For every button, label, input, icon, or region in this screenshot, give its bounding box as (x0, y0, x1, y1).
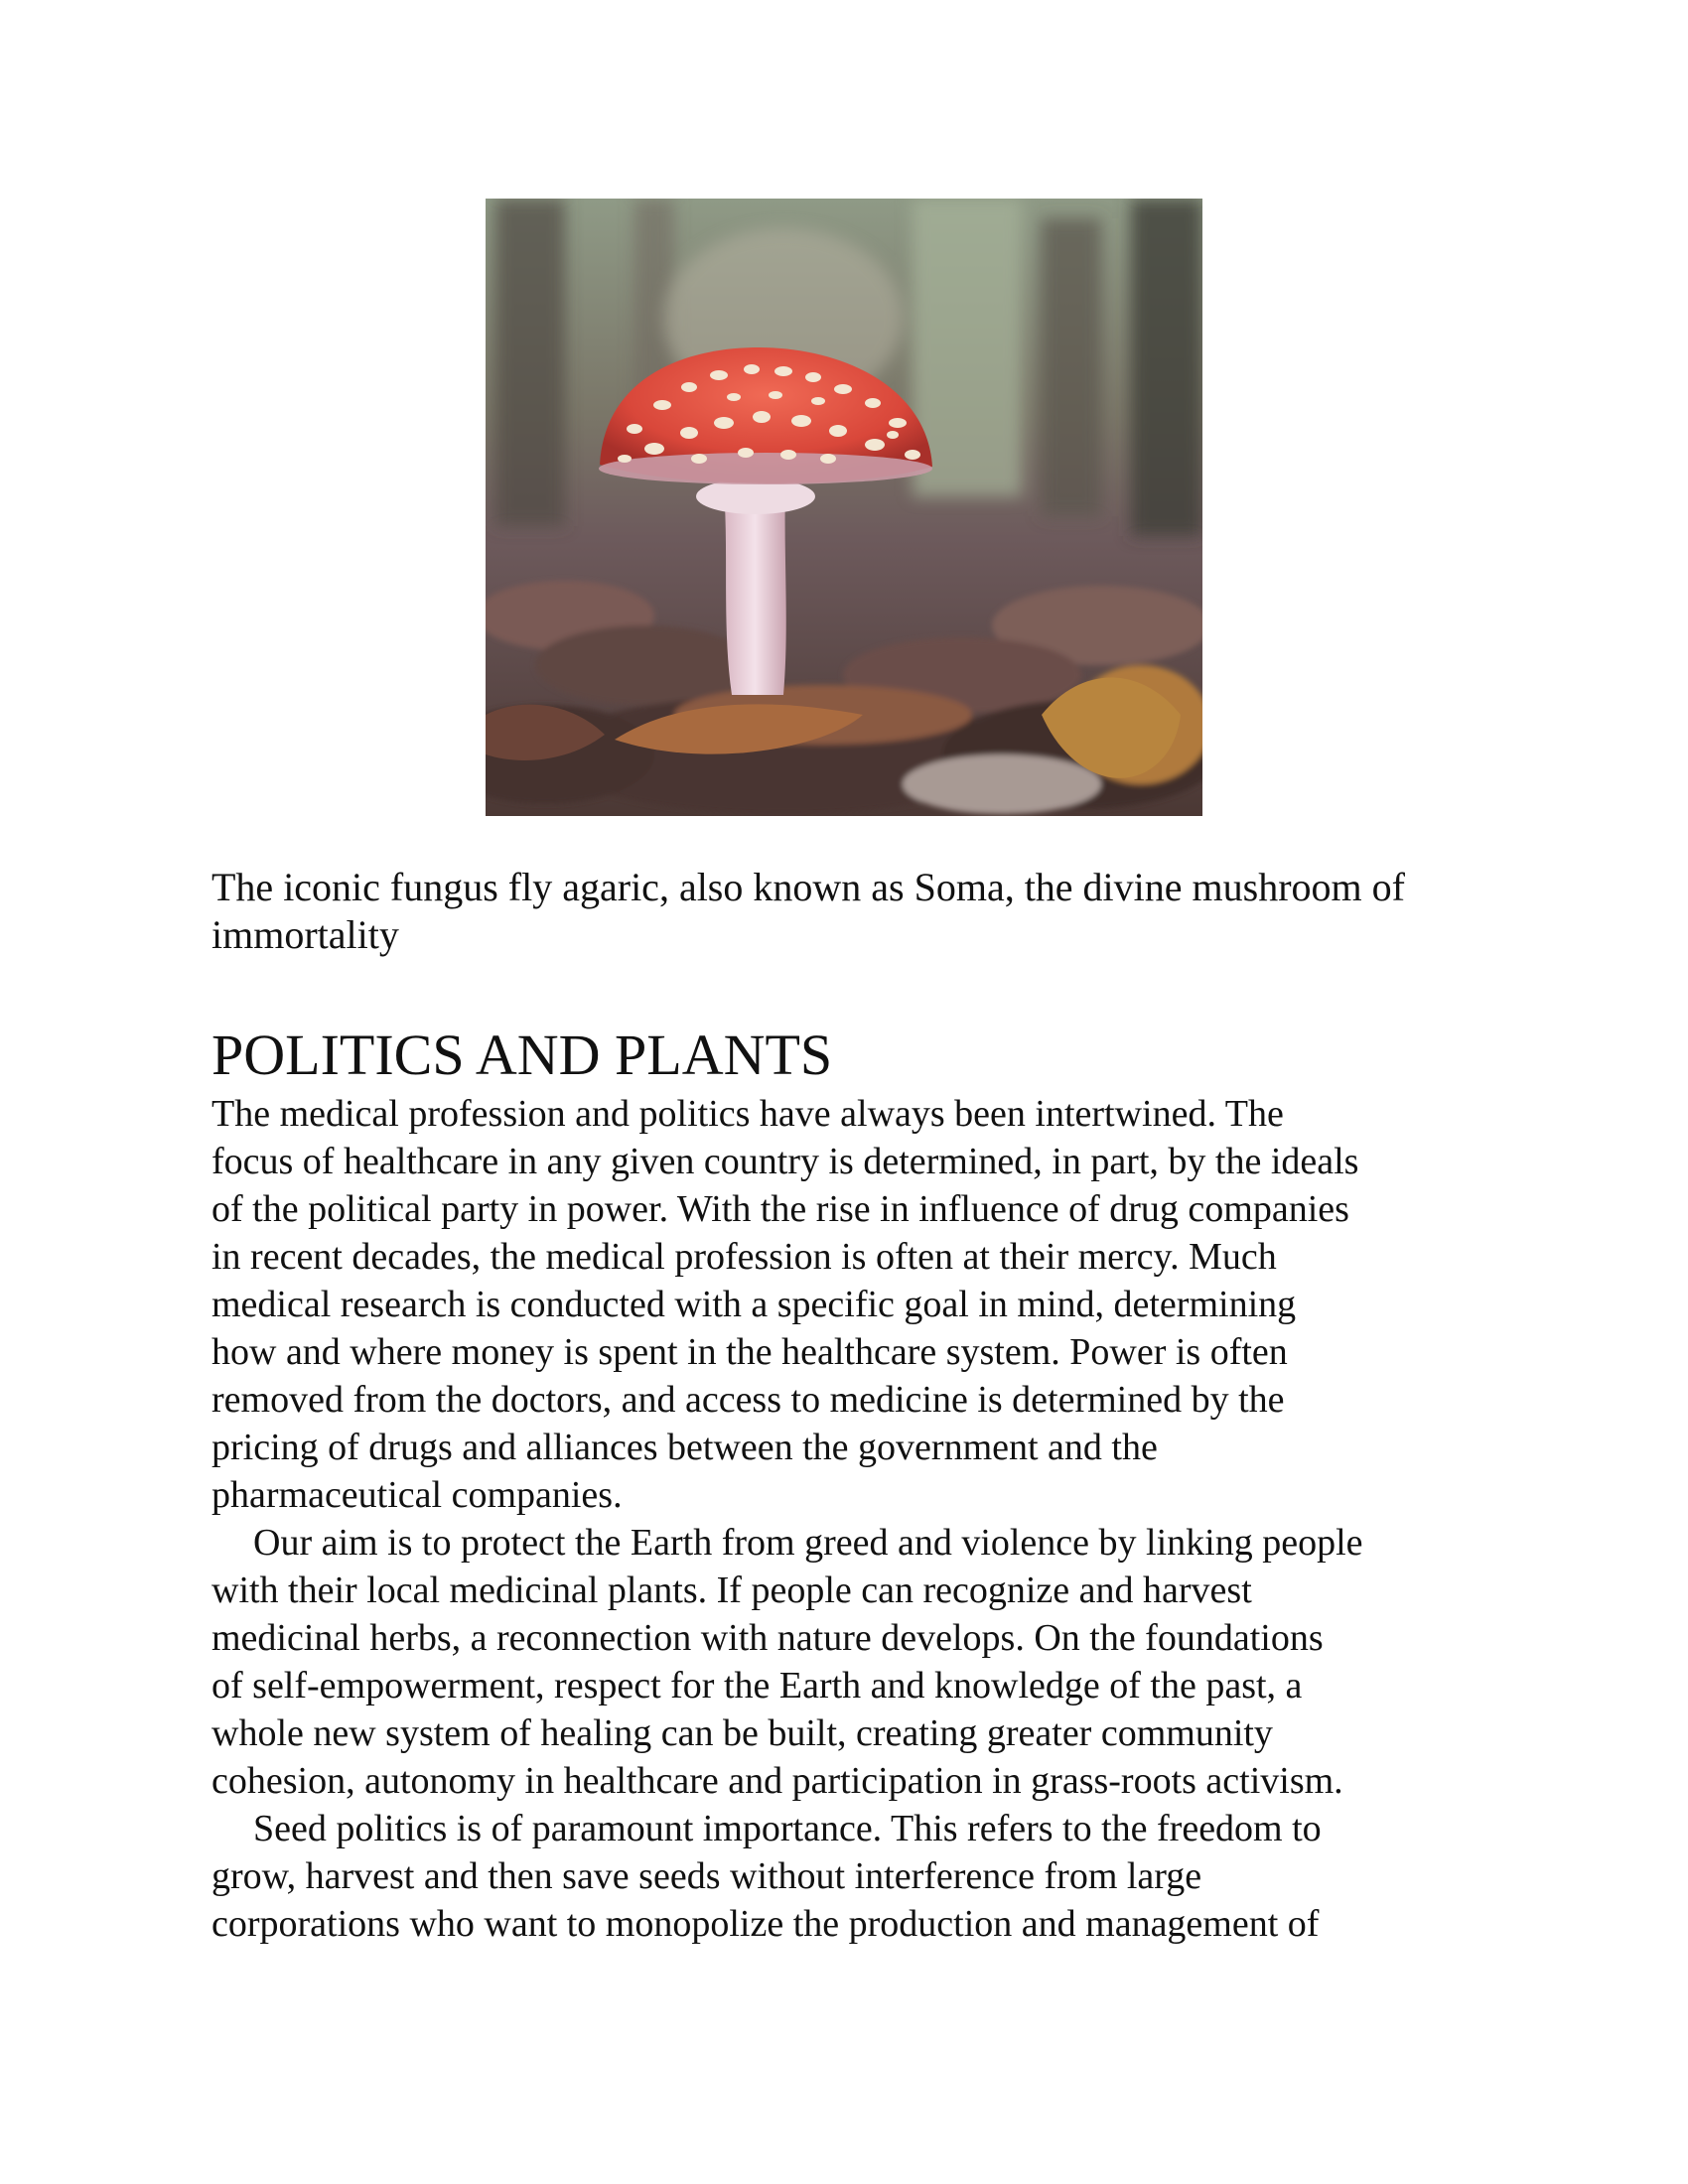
text-line: removed from the doctors, and access to medicine is determined by the (211, 1379, 1285, 1421)
text-line: whole new system of healing can be built, creating greater community (211, 1712, 1273, 1754)
text-line: cohesion, autonomy in healthcare and participation in grass-roots activism. (211, 1760, 1343, 1802)
text-line: The medical profession and politics have always been intertwined. The (211, 1093, 1284, 1135)
section-heading: POLITICS AND PLANTS (211, 1023, 833, 1087)
text-line: corporations who want to monopolize the production and management of (211, 1903, 1320, 1945)
text-line: Seed politics is of paramount importance. This refers to the freedom to (253, 1808, 1322, 1849)
paragraph-1 (211, 1090, 1502, 1519)
caption-line: immortality (211, 912, 399, 957)
mushroom-illustration (486, 199, 1202, 816)
text-line: pricing of drugs and alliances between the government and the (211, 1427, 1158, 1468)
caption-line: The iconic fungus fly agaric, also known as Soma, the divine mushroom of (211, 865, 1405, 909)
text-line: medicinal herbs, a reconnection with nature develops. On the foundations (211, 1617, 1324, 1659)
text-line: of the political party in power. With the rise in influence of drug companies (211, 1188, 1349, 1230)
text-line: how and where money is spent in the healthcare system. Power is often (211, 1331, 1288, 1373)
text-line: of self-empowerment, respect for the Earth and knowledge of the past, a (211, 1665, 1303, 1706)
paragraph-2 (211, 1519, 1502, 1805)
section-body (211, 1090, 1502, 1948)
text-line: Our aim is to protect the Earth from greed and violence by linking people (253, 1522, 1363, 1564)
text-line: with their local medicinal plants. If people can recognize and harvest (211, 1570, 1252, 1611)
text-line: in recent decades, the medical profession is often at their mercy. Much (211, 1236, 1277, 1278)
text-line: grow, harvest and then save seeds without interference from large (211, 1855, 1202, 1897)
text-line: pharmaceutical companies. (211, 1474, 623, 1516)
figure-caption (211, 864, 1502, 959)
text-line: focus of healthcare in any given country is determined, in part, by the ideals (211, 1141, 1359, 1182)
paragraph-3 (211, 1805, 1502, 1948)
text-line: medical research is conducted with a specific goal in mind, determining (211, 1284, 1297, 1325)
fly-agaric-photo (486, 199, 1202, 816)
